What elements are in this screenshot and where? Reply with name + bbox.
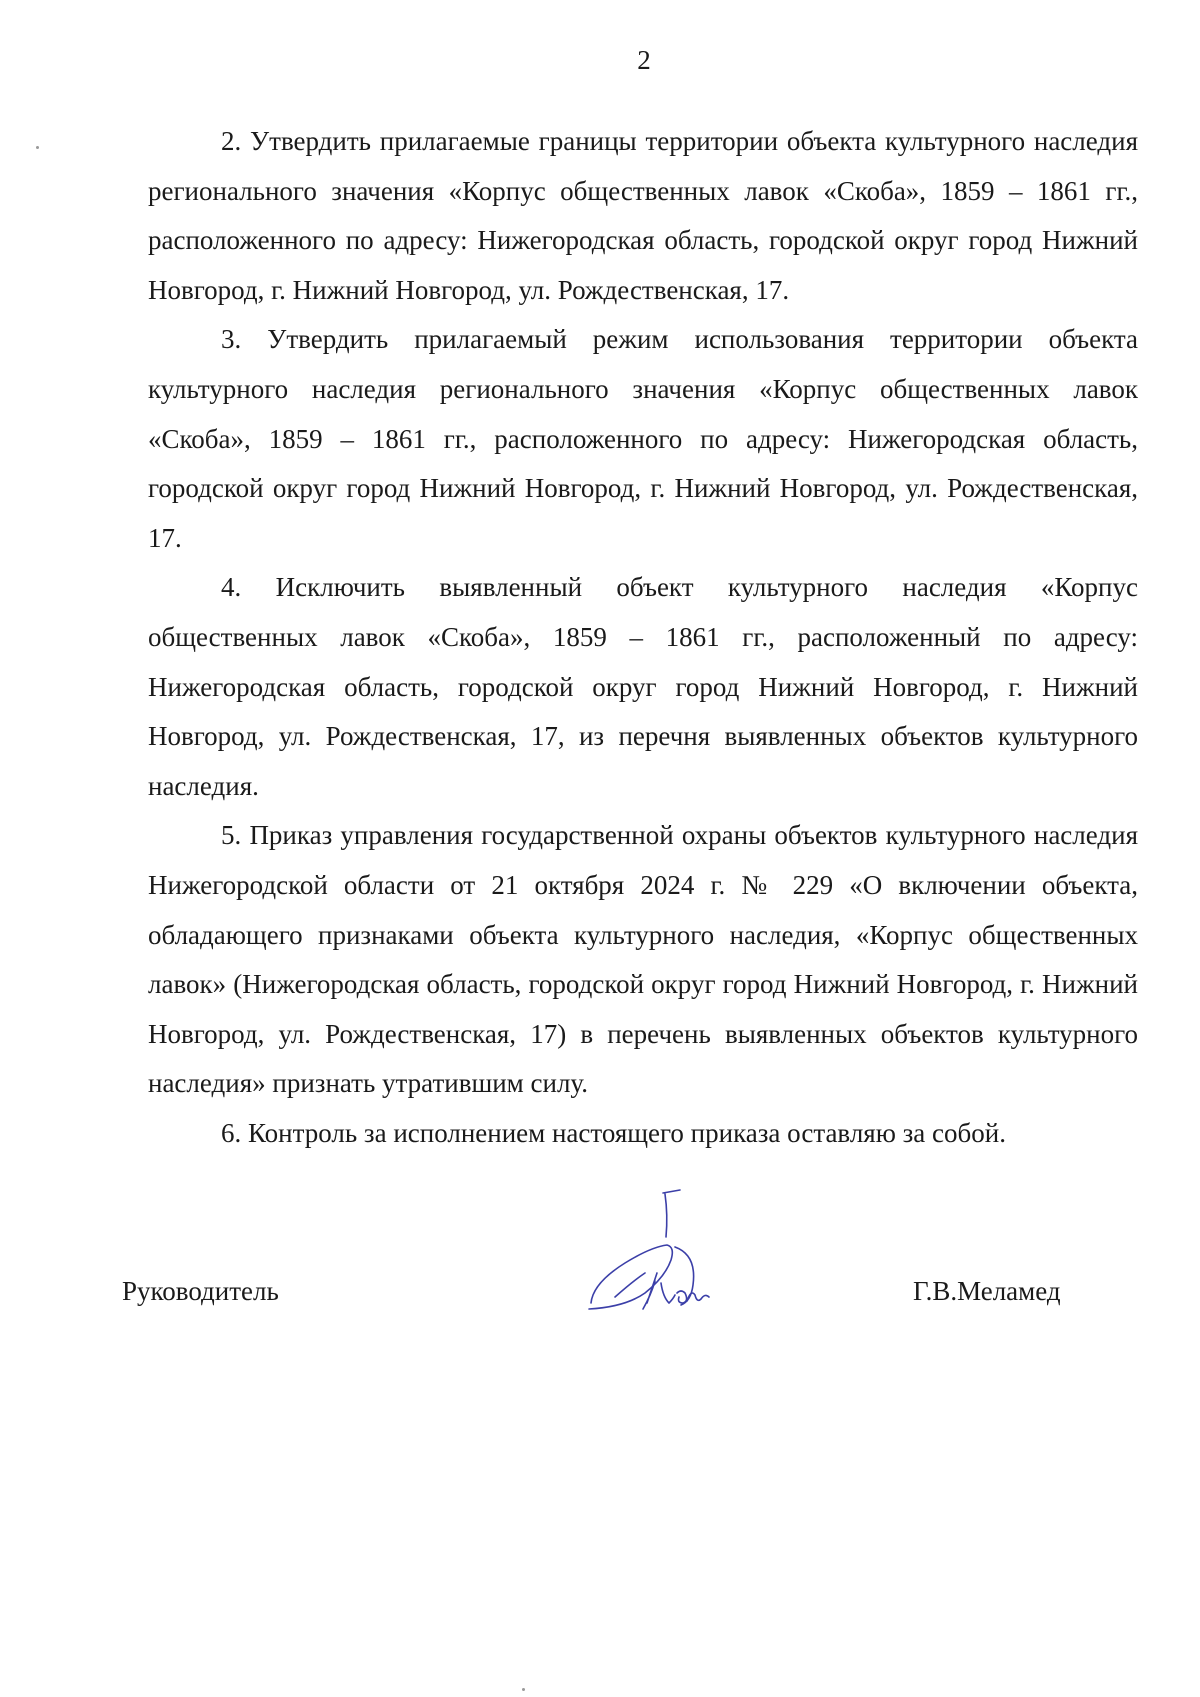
scan-speck (522, 1688, 525, 1691)
order-body (148, 117, 1138, 1158)
paragraph-item-3: 3. Утвердить прилагаемый режим использования территории объекта культурного наследия регионального значения «Корпус общественных лавок «Скоба», 1859 – 1861 гг., расположенного по адресу: Нижегородская область, городской округ город Нижний Новгород, г. Нижний Новгород, ул. Рождественская, 17. (148, 324, 1138, 553)
paragraph-item-5: 5. Приказ управления государственной охраны объектов культурного наследия Нижегородской области от 21 октября 2024 г. № 229 «О включении объекта, обладающего признаками объекта культурного наследия, «Корпус общественных лавок» (Нижегородская область, городской округ город Нижний Новгород, г. Нижний Новгород, ул. Рождественская, 17) в перечень выявленных объектов культурного наследия» признать утратившим силу. (148, 820, 1138, 1099)
paragraph-item-6: 6. Контроль за исполнением настоящего приказа оставляю за собой. (221, 1117, 1006, 1148)
signer-name: Г.В.Меламед (913, 1276, 1061, 1306)
scan-speck (36, 146, 39, 149)
page-number: 2 (637, 45, 651, 75)
signer-position: Руководитель (122, 1276, 279, 1306)
signature-block (0, 1275, 1200, 1315)
paragraph-item-2: 2. Утвердить прилагаемые границы территории объекта культурного наследия регионального значения «Корпус общественных лавок «Скоба», 1859 – 1861 гг., расположенного по адресу: Нижегородская область, городской округ город Нижний Новгород, г. Нижний Новгород, ул. Рождественская, 17. (148, 126, 1138, 305)
paragraph-item-4: 4. Исключить выявленный объект культурного наследия «Корпус общественных лавок «Скоба», 1859 – 1861 гг., расположенный по адресу: Нижегородская область, городской округ город Нижний Новгород, г. Нижний Новгород, ул. Рождественская, 17, из перечня выявленных объектов культурного наследия. (148, 572, 1138, 801)
